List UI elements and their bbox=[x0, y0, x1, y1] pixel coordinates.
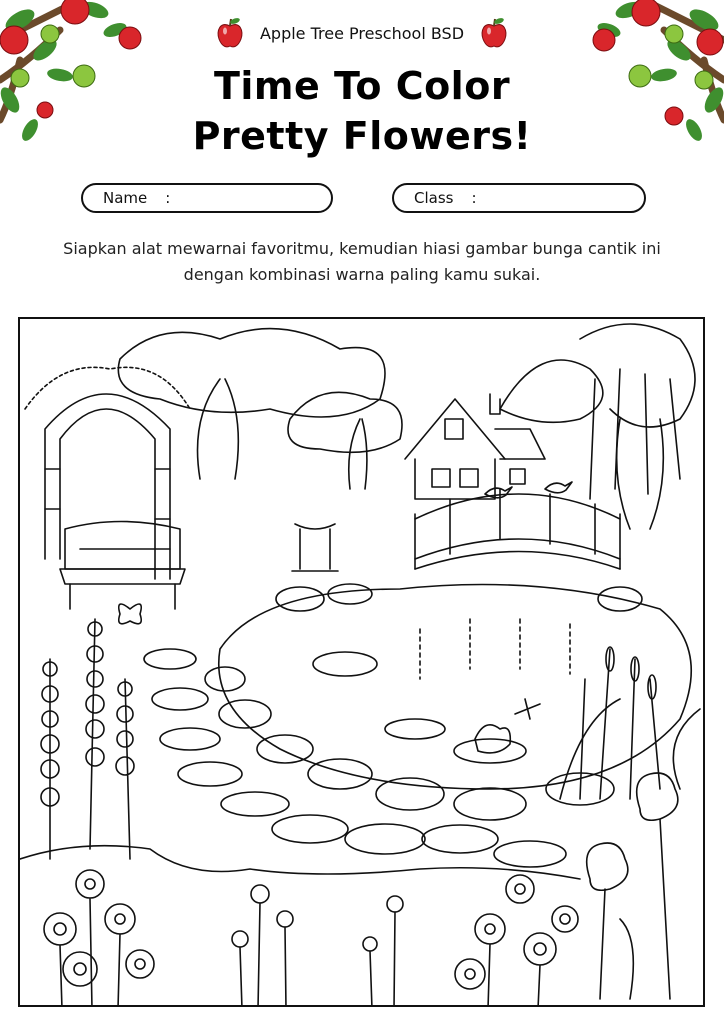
school-header bbox=[0, 16, 724, 50]
butterfly bbox=[119, 604, 142, 624]
page-title-line2: Pretty Flowers! bbox=[192, 114, 532, 158]
rocks bbox=[205, 584, 642, 820]
stepping-stones bbox=[144, 649, 566, 867]
wildflowers bbox=[232, 885, 403, 1007]
school-name: Apple Tree Preschool BSD bbox=[259, 23, 465, 43]
name-separator: : bbox=[165, 189, 171, 207]
daisies bbox=[44, 870, 578, 1007]
bench bbox=[60, 522, 185, 610]
coloring-illustration bbox=[18, 317, 705, 1007]
background-trees bbox=[118, 324, 695, 529]
house bbox=[405, 394, 545, 499]
arbor bbox=[25, 367, 190, 579]
foxglove-stalks bbox=[41, 619, 134, 859]
iris-flowers bbox=[587, 773, 678, 999]
name-label: Name bbox=[103, 189, 148, 207]
instructions-text: Siapkan alat mewarnai favoritmu, kemudian hiasi gambar bunga cantik ini dengan kombinasi warna paling kamu sukai. bbox=[63, 239, 661, 284]
class-separator: : bbox=[471, 189, 477, 207]
cattails bbox=[560, 647, 700, 799]
page-title-line1: Time To Color bbox=[213, 64, 511, 108]
birdbath bbox=[292, 524, 338, 571]
apple-icon bbox=[216, 17, 244, 49]
apple-icon bbox=[480, 17, 508, 49]
name-field[interactable] bbox=[81, 183, 333, 213]
pond bbox=[219, 585, 692, 790]
bridge bbox=[415, 489, 620, 569]
class-label: Class bbox=[414, 189, 454, 207]
class-field[interactable] bbox=[392, 183, 646, 213]
